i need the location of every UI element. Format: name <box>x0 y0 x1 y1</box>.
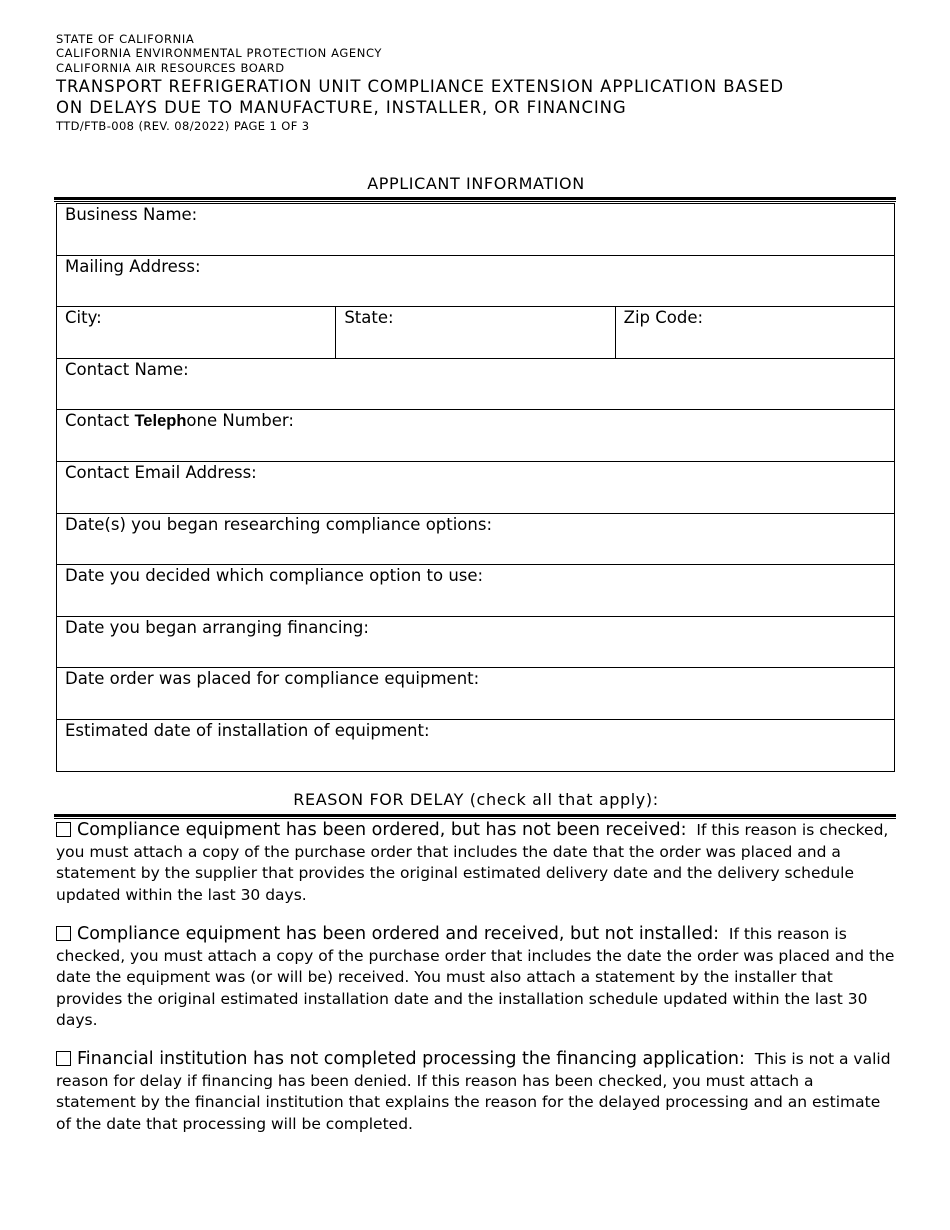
date-install-label: Estimated date of installation of equipment: <box>65 720 430 740</box>
telephone-field[interactable] <box>57 410 894 461</box>
reason-section-rule <box>54 814 896 819</box>
row-date-decided <box>57 565 894 617</box>
row-mailing-address <box>57 256 894 308</box>
applicant-info-table <box>56 203 895 772</box>
form-title-line-1: TRANSPORT REFRIGERATION UNIT COMPLIANCE EXTENSION APPLICATION BASED <box>56 77 784 96</box>
reason-section-title: REASON FOR DELAY (check all that apply): <box>293 790 659 809</box>
agency-state: STATE OF CALIFORNIA <box>56 32 195 46</box>
form-title-line-2: ON DELAYS DUE TO MANUFACTURE, INSTALLER, OR FINANCING <box>56 98 627 117</box>
mailing-address-field[interactable] <box>57 256 894 307</box>
contact-name-label: Contact Name: <box>65 359 189 379</box>
zip-code-field[interactable] <box>615 307 894 358</box>
reason-financing-lead: Financial institution has not completed processing the financing application: <box>77 1049 745 1069</box>
reason-item-not-received <box>56 820 896 906</box>
row-business-name <box>57 204 894 256</box>
reason-not-installed-lead: Compliance equipment has been ordered and received, but not installed: <box>77 924 720 944</box>
reason-not-installed-checkbox[interactable] <box>56 926 71 941</box>
agency-carb: CALIFORNIA AIR RESOURCES BOARD <box>56 61 285 75</box>
date-order-field[interactable] <box>57 668 894 719</box>
row-date-install <box>57 720 894 772</box>
telephone-label-suffix: one Number: <box>186 411 294 431</box>
row-email <box>57 462 894 514</box>
state-field[interactable] <box>335 307 614 358</box>
telephone-label-prefix: Contact <box>65 411 135 431</box>
agency-calepa: CALIFORNIA ENVIRONMENTAL PROTECTION AGENCY <box>56 46 383 60</box>
applicant-section-rule <box>54 197 896 202</box>
city-label: City: <box>65 308 102 328</box>
date-decided-label: Date you decided which compliance option to use: <box>65 566 484 586</box>
date-financing-field[interactable] <box>57 617 894 668</box>
date-financing-label: Date you began arranging financing: <box>65 617 369 637</box>
row-date-financing <box>57 617 894 669</box>
form-title <box>56 76 784 118</box>
date-order-label: Date order was placed for compliance equipment: <box>65 669 480 689</box>
date-research-field[interactable] <box>57 514 894 565</box>
email-label: Contact Email Address: <box>65 462 257 482</box>
date-decided-field[interactable] <box>57 565 894 616</box>
zip-code-label: Zip Code: <box>623 308 704 328</box>
state-label: State: <box>344 308 394 328</box>
business-name-label: Business Name: <box>65 205 198 224</box>
contact-name-field[interactable] <box>57 359 894 410</box>
reason-financing-checkbox[interactable] <box>56 1051 71 1066</box>
reason-item-not-installed <box>56 924 900 1032</box>
applicant-section-title: APPLICANT INFORMATION <box>367 174 585 193</box>
reason-financing-body: This is not a valid reason for delay if financing has been denied. If this reason has been checked, you must attach a statement by the financial institution that explains the reason for the delayed processing and an estimate of the date that processing will be completed. <box>56 1050 896 1133</box>
row-date-research <box>57 514 894 566</box>
telephone-label-bold: Teleph <box>134 412 187 431</box>
city-field[interactable] <box>57 307 335 358</box>
business-name-field[interactable] <box>57 204 894 255</box>
row-contact-name <box>57 359 894 411</box>
row-date-order <box>57 668 894 720</box>
reason-not-received-lead: Compliance equipment has been ordered, but has not been received: <box>77 820 687 840</box>
email-field[interactable] <box>57 462 894 513</box>
row-city-state-zip <box>57 307 894 359</box>
reason-not-installed-body: If this reason is checked, you must attach a copy of the purchase order that includes the date the order was placed and the date the equipment was (or will be) received. You must also attach a statement by the installer that provides the original estimated installation date and the installation schedule updated within the last 30 days. <box>56 925 900 1029</box>
date-install-field[interactable] <box>57 720 894 771</box>
reason-item-financing <box>56 1049 896 1135</box>
date-research-label: Date(s) you began researching compliance options: <box>65 514 493 534</box>
form-number: TTD/FTB-008 (REV. 08/2022) PAGE 1 OF 3 <box>56 119 310 133</box>
mailing-address-label: Mailing Address: <box>65 256 201 276</box>
reason-not-received-checkbox[interactable] <box>56 822 71 837</box>
reason-not-received-body: If this reason is checked, you must attach a copy of the purchase order that includes the date that the order was placed and a statement by the supplier that provides the original estimated delivery date and the delivery schedule updated within the last 30 days. <box>56 821 894 904</box>
row-telephone <box>57 410 894 462</box>
